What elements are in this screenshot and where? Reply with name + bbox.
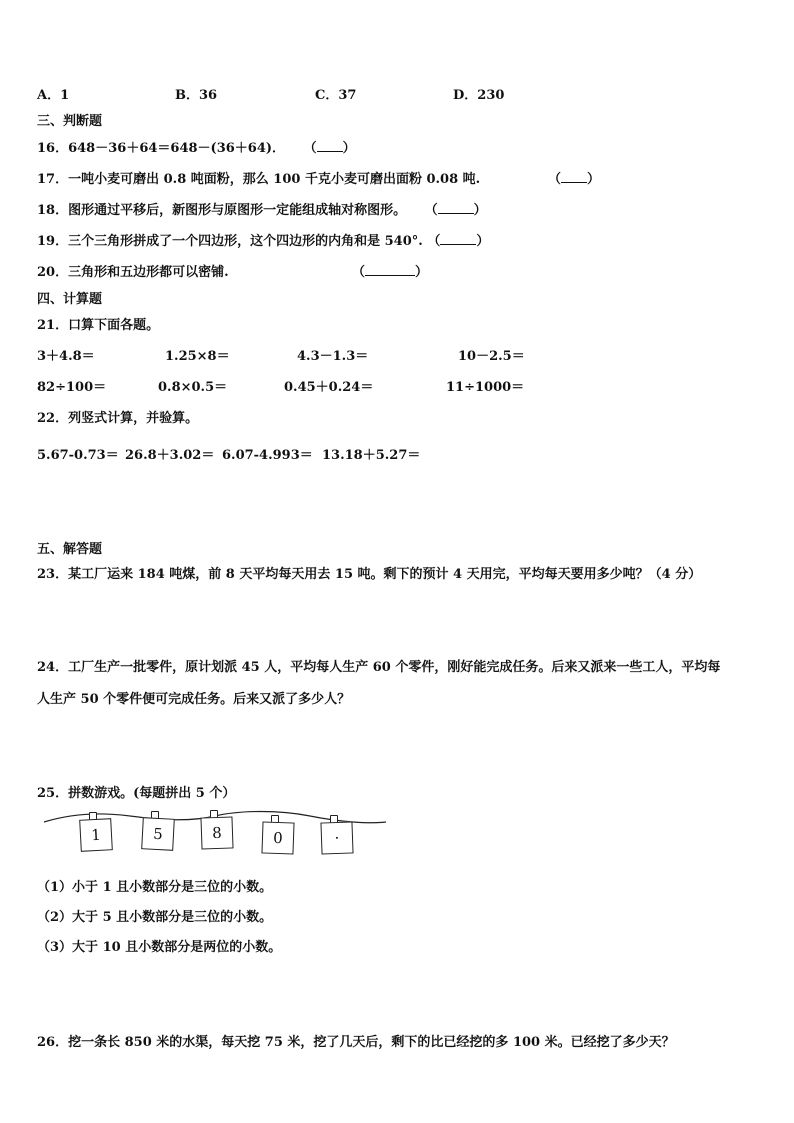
mental-calc-5: 82÷100＝ — [37, 380, 107, 395]
mental-calc-7: 0.45＋0.24＝ — [284, 380, 374, 395]
section-title-word-problems: 五、解答题 — [37, 542, 103, 557]
number-card-dot: · — [320, 821, 353, 854]
question-20-text: 20．三角形和五边形都可以密铺. — [37, 265, 229, 280]
question-21-text: 21．口算下面各题。 — [37, 318, 160, 333]
answer-blank-16[interactable]: （ ） — [303, 141, 356, 156]
answer-blank-18[interactable]: （ ） — [424, 203, 487, 218]
question-25-sub-2: （2）大于 5 且小数部分是三位的小数。 — [37, 910, 273, 925]
question-16-text: 16．648－36＋64＝648－(36＋64)． — [37, 141, 286, 156]
section-title-judgement: 三、判断题 — [37, 114, 103, 129]
question-26-text: 26．挖一条长 850 米的水渠，每天挖 75 米，挖了几天后，剩下的比已经挖的多 100 米。已经挖了多少天？ — [37, 1035, 675, 1050]
question-18-text: 18．图形通过平移后，新图形与原图形一定能组成轴对称图形。 — [37, 203, 407, 218]
answer-blank-17[interactable]: （ ） — [548, 172, 601, 187]
question-24-line-2: 人生产 50 个零件便可完成任务。后来又派了多少人？ — [37, 692, 351, 707]
answer-blank-20[interactable]: （ ） — [352, 265, 429, 280]
question-24-line-1: 24．工厂生产一批零件，原计划派 45 人，平均每人生产 60 个零件，刚好能完成任务。后来又派来一些工人，平均每 — [37, 660, 721, 675]
option-a: A．1 — [37, 88, 70, 103]
mental-calc-1: 3＋4.8＝ — [37, 349, 95, 364]
vertical-calc-4: 13.18＋5.27＝ — [322, 448, 421, 463]
number-card-8: 8 — [200, 816, 233, 849]
question-25-sub-3: （3）大于 10 且小数部分是两位的小数。 — [37, 940, 282, 955]
question-17 — [37, 168, 480, 187]
number-cards-illustration — [40, 808, 390, 860]
mental-calc-2: 1.25×8＝ — [165, 349, 230, 364]
question-18 — [37, 199, 487, 218]
question-19 — [37, 230, 489, 249]
question-20 — [37, 261, 229, 280]
answer-blank-19[interactable]: （ ） — [427, 234, 490, 249]
number-card-1: 1 — [79, 818, 113, 852]
mental-calc-3: 4.3－1.3＝ — [297, 349, 369, 364]
question-19-text: 19．三个三角形拼成了一个四边形，这个四边形的内角和是 540°. — [37, 234, 423, 249]
question-17-text: 17．一吨小麦可磨出 0.8 吨面粉，那么 100 千克小麦可磨出面粉 0.08 吨. — [37, 172, 481, 187]
number-card-5: 5 — [141, 817, 175, 851]
question-22-text: 22．列竖式计算，并验算。 — [37, 411, 199, 426]
number-card-0: 0 — [261, 821, 294, 854]
mental-calc-6: 0.8×0.5＝ — [158, 380, 228, 395]
section-title-calculation: 四、计算题 — [37, 292, 103, 307]
mental-calc-4: 10－2.5＝ — [458, 349, 525, 364]
mental-calc-8: 11÷1000＝ — [446, 380, 525, 395]
option-d: D．230 — [453, 88, 505, 103]
option-c: C．37 — [315, 88, 357, 103]
vertical-calc-3: 6.07-4.993＝ — [222, 448, 313, 463]
question-23-text: 23．某工厂运来 184 吨煤，前 8 天平均每天用去 15 吨。剩下的预计 4 天用完，平均每天要用多少吨？（4 分） — [37, 567, 702, 582]
question-25-sub-1: （1）小于 1 且小数部分是三位的小数。 — [37, 880, 273, 895]
question-16 — [37, 137, 356, 156]
option-b: B．36 — [175, 88, 218, 103]
question-25-text: 25．拼数游戏。(每题拼出 5 个） — [37, 786, 236, 801]
vertical-calc-1: 5.67-0.73＝ — [37, 448, 119, 463]
vertical-calc-2: 26.8＋3.02＝ — [125, 448, 215, 463]
